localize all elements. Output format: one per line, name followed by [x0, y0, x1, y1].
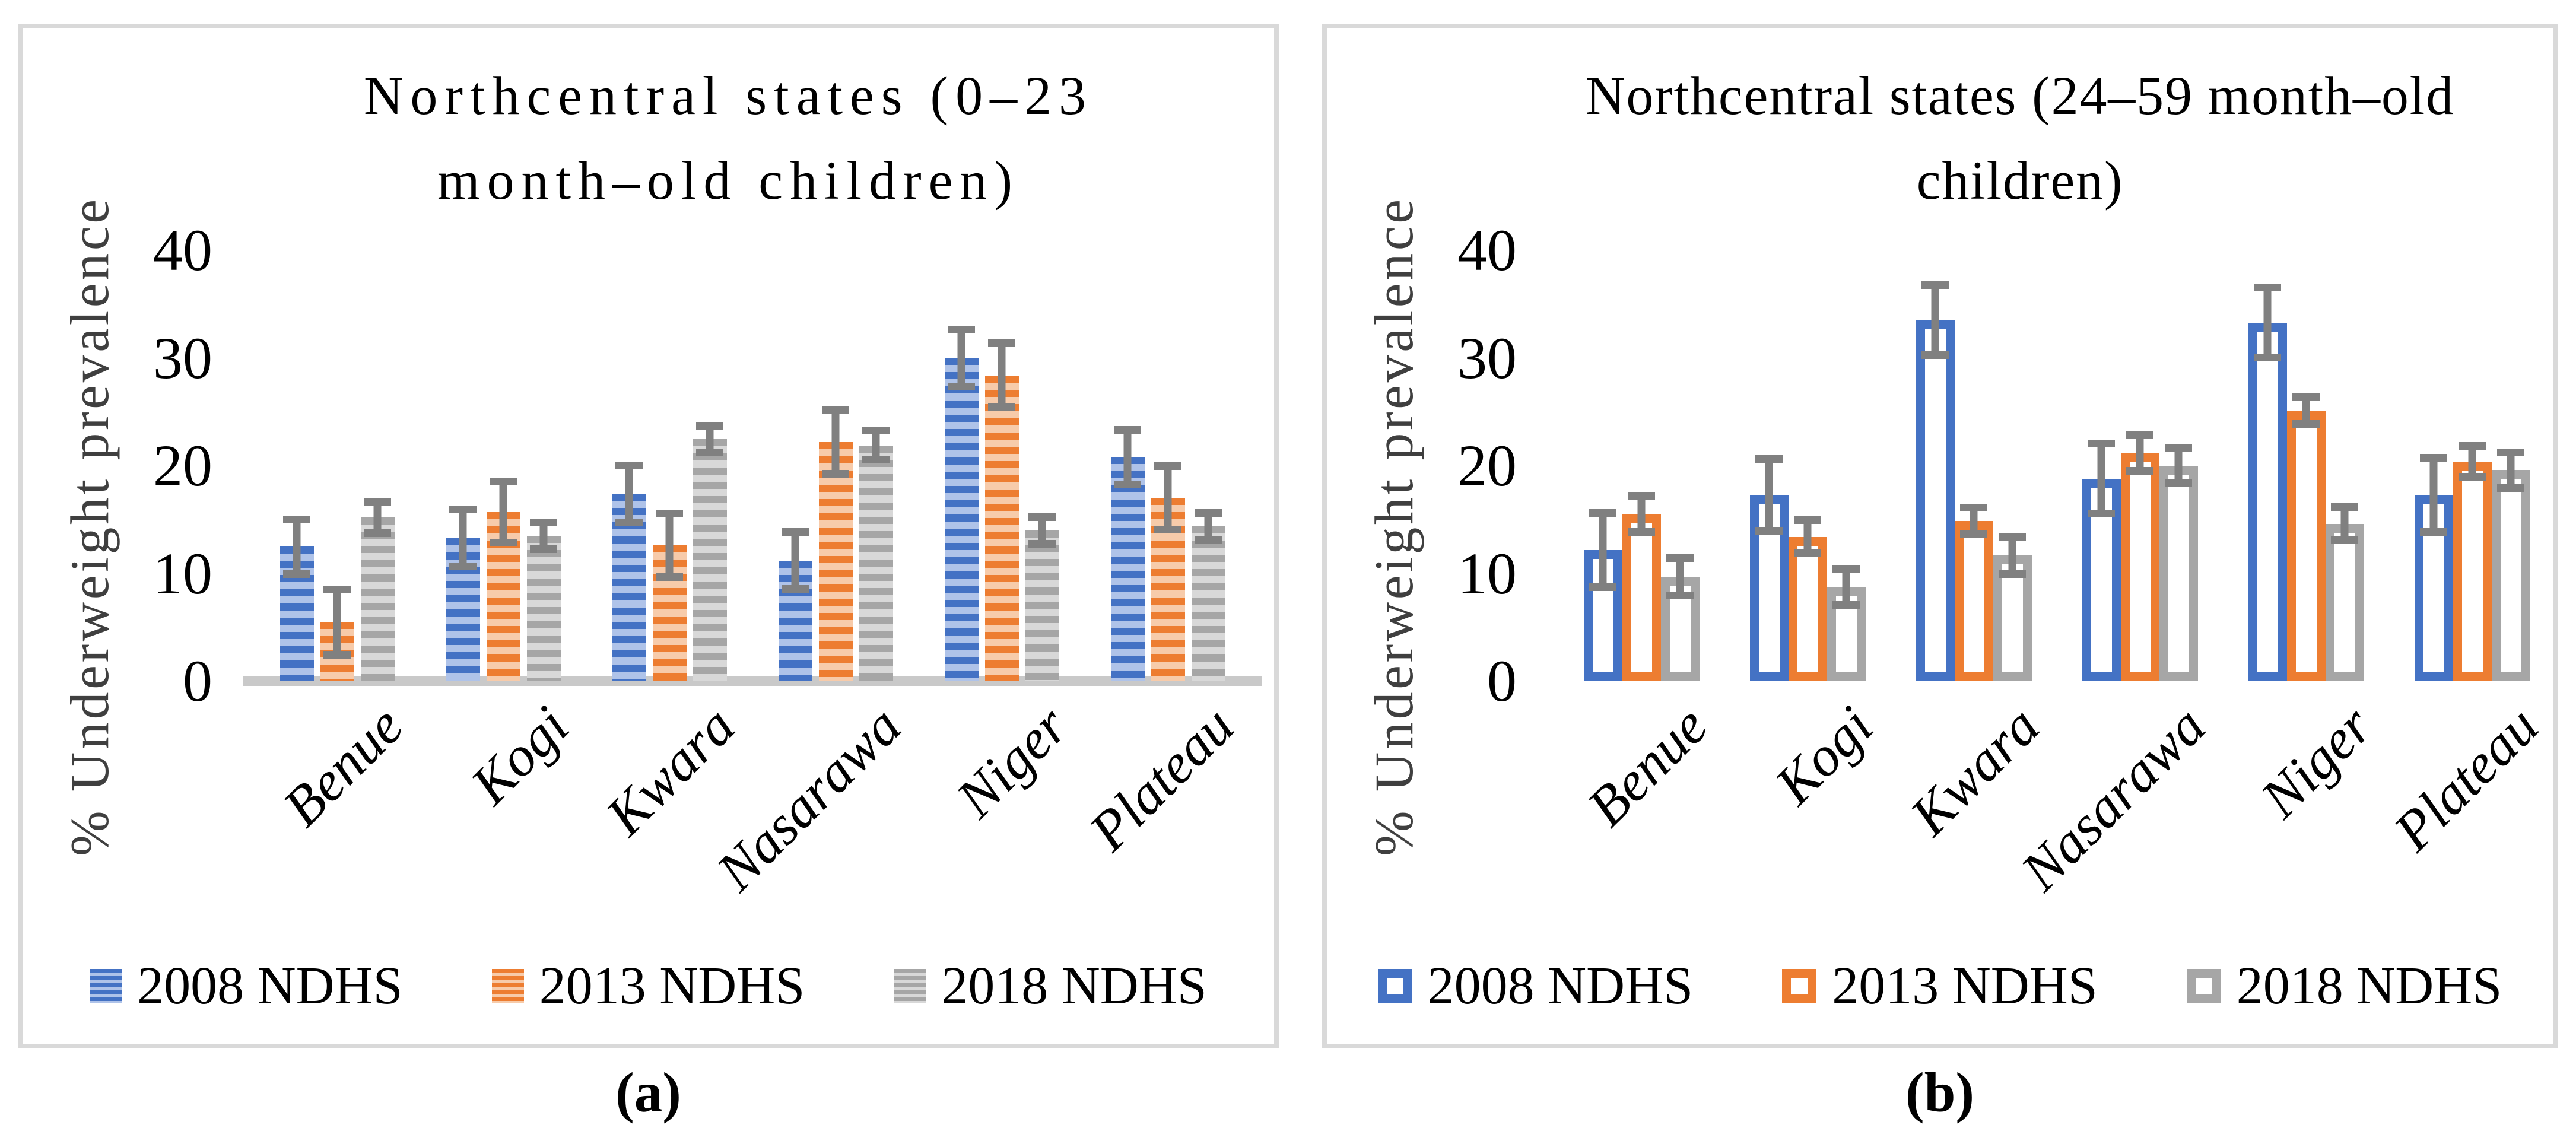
error-bar	[323, 586, 351, 659]
error-bar	[696, 422, 723, 456]
chart-panel-b	[1322, 24, 2558, 1048]
error-bar-cap-bottom	[1195, 536, 1222, 544]
legend-item	[2187, 959, 2502, 1013]
error-bar	[2331, 503, 2358, 544]
chart-b-y-axis-label: % Underweight prevalence	[1364, 196, 1424, 856]
error-bar-cap-top	[1114, 426, 1141, 434]
bar	[361, 517, 395, 681]
error-bar-cap-top	[364, 498, 391, 506]
bar-group	[1111, 250, 1225, 681]
bar	[2121, 453, 2159, 681]
bar	[819, 442, 853, 681]
chart-panel-a	[18, 24, 1279, 1048]
error-bar	[615, 462, 643, 526]
error-bar-cap-top	[323, 586, 351, 593]
caption-b: (b)	[1905, 1061, 1975, 1124]
bar	[2287, 411, 2326, 681]
error-bar-cap-top	[2459, 442, 2486, 450]
error-bar-cap-bottom	[1589, 583, 1616, 591]
error-bar-cap-top	[1794, 516, 1821, 524]
caption-a: (a)	[615, 1061, 681, 1124]
bar	[1955, 521, 1993, 681]
error-bar-cap-top	[1755, 455, 1783, 463]
error-bar-stem	[666, 510, 674, 581]
error-bar-cap-top	[2165, 444, 2192, 452]
error-bar	[2254, 284, 2281, 361]
y-tick-label: 20	[153, 433, 212, 498]
error-bar-cap-top	[449, 506, 477, 513]
error-bar-cap-bottom	[2088, 510, 2115, 517]
y-tick-label: 10	[153, 540, 212, 606]
bar	[1192, 526, 1225, 681]
bars-row	[254, 250, 1251, 681]
error-bar	[490, 478, 517, 546]
error-bar-cap-bottom	[1832, 601, 1860, 609]
error-bar-cap-top	[1666, 554, 1694, 562]
legend-item	[894, 959, 1207, 1013]
error-bar-stem	[333, 586, 341, 659]
error-bar	[1114, 426, 1141, 488]
error-bar	[822, 406, 849, 478]
bar-group	[612, 250, 727, 681]
legend-item	[492, 959, 805, 1013]
error-bar	[2459, 442, 2486, 481]
error-bar-stem	[958, 326, 965, 390]
y-tick-label: 0	[1487, 648, 1517, 714]
error-bar-stem	[832, 406, 840, 478]
bar	[2248, 323, 2287, 681]
error-bar-cap-top	[656, 510, 683, 517]
y-tick-label: 40	[153, 217, 212, 283]
category-label: Benue	[1574, 694, 1719, 838]
legend-label: 2013 NDHS	[539, 957, 805, 1015]
error-bar	[862, 427, 890, 463]
error-bar-cap-bottom	[656, 573, 683, 581]
y-tick-label: 30	[153, 325, 212, 391]
error-bar-cap-bottom	[364, 529, 391, 537]
error-bar-cap-bottom	[283, 570, 310, 578]
error-bar-cap-bottom	[1921, 351, 1949, 359]
category-label: Plateau	[2381, 694, 2550, 863]
error-bar	[782, 528, 809, 593]
error-bar-cap-top	[615, 462, 643, 469]
y-tick-label: 30	[1457, 325, 1517, 391]
legend-label: 2008 NDHS	[137, 957, 403, 1015]
error-bar	[2420, 454, 2447, 536]
error-bar	[2497, 449, 2524, 492]
error-bar	[2126, 431, 2153, 475]
error-bar	[1589, 509, 1616, 591]
category-label: Kogi	[1763, 694, 1885, 816]
category-label: Kwara	[1898, 694, 2051, 847]
error-bar-cap-top	[2254, 284, 2281, 291]
error-bar-cap-bottom	[2420, 528, 2447, 536]
error-bar-cap-bottom	[449, 563, 477, 570]
category-label: Niger	[944, 694, 1079, 830]
error-bar-stem	[1932, 281, 1939, 359]
error-bar	[1999, 533, 2026, 578]
error-bar-cap-top	[1628, 492, 1655, 500]
error-bar	[948, 326, 975, 390]
error-bar-cap-top	[1832, 565, 1860, 573]
legend-label: 2013 NDHS	[1832, 957, 2098, 1015]
error-bar	[364, 498, 391, 537]
y-tick-label: 20	[1457, 433, 1517, 498]
error-bar-cap-top	[782, 528, 809, 536]
error-bar-cap-top	[2292, 393, 2320, 401]
error-bar-stem	[998, 339, 1006, 411]
error-bar-cap-bottom	[1628, 528, 1655, 536]
error-bar	[2292, 393, 2320, 428]
legend-swatch-icon	[492, 969, 524, 1003]
error-bar-cap-top	[822, 406, 849, 414]
chart-a-title	[201, 53, 1256, 223]
legend-label: 2018 NDHS	[2236, 957, 2502, 1015]
legend-item	[1378, 959, 1694, 1013]
error-bar-cap-top	[696, 422, 723, 430]
error-bar-cap-bottom	[490, 539, 517, 546]
error-bar	[988, 339, 1015, 411]
chart-b-title-line-1: Northcentral states (24–59 month–old	[1586, 65, 2454, 126]
error-bar-cap-bottom	[948, 383, 975, 390]
error-bar-cap-top	[2331, 503, 2358, 511]
error-bar-cap-bottom	[1999, 570, 2026, 578]
error-bar-cap-bottom	[1755, 527, 1783, 535]
error-bar-stem	[1765, 455, 1773, 535]
error-bar-cap-top	[1999, 533, 2026, 541]
bar	[859, 446, 893, 681]
bar	[527, 536, 561, 681]
bar	[2492, 470, 2530, 681]
bar	[1789, 537, 1827, 681]
error-bar	[283, 516, 310, 578]
bar	[2326, 524, 2364, 681]
error-bar-cap-top	[490, 478, 517, 485]
category-label: Plateau	[1076, 694, 1246, 863]
bar-group	[945, 250, 1059, 681]
error-bar-cap-bottom	[2165, 479, 2192, 487]
chart-a-legend	[23, 959, 1274, 1013]
error-bar	[1154, 462, 1181, 533]
error-bar-cap-bottom	[988, 403, 1015, 411]
error-bar-cap-top	[1195, 509, 1222, 517]
bar	[1622, 514, 1661, 681]
legend-swatch-icon	[1378, 969, 1412, 1003]
bar	[985, 376, 1019, 681]
chart-b-title-line-2: children)	[1916, 150, 2124, 211]
bar-group	[1584, 250, 1700, 681]
error-bar-cap-bottom	[2459, 473, 2486, 481]
error-bar-cap-bottom	[1154, 526, 1181, 533]
error-bar-cap-bottom	[822, 470, 849, 478]
error-bar-cap-bottom	[696, 449, 723, 456]
y-tick-label: 0	[183, 648, 212, 714]
error-bar-stem	[500, 478, 507, 546]
bar-group	[2248, 250, 2364, 681]
y-tick-label: 10	[1457, 540, 1517, 606]
legend-swatch-icon	[90, 969, 122, 1003]
error-bar-cap-top	[948, 326, 975, 333]
error-bar-cap-bottom	[2126, 467, 2153, 475]
error-bar-cap-top	[2497, 449, 2524, 456]
error-bar-stem	[459, 506, 467, 570]
error-bar-cap-bottom	[862, 456, 890, 463]
error-bar	[1628, 492, 1655, 536]
chart-b-legend	[1327, 959, 2553, 1013]
error-bar-cap-bottom	[1028, 540, 1056, 548]
error-bar-cap-top	[1960, 504, 1987, 511]
category-label: Kwara	[593, 694, 747, 847]
error-bar	[1832, 565, 1860, 609]
y-tick-label: 40	[1457, 217, 1517, 283]
error-bar-stem	[2430, 454, 2438, 536]
bar-group	[280, 250, 395, 681]
error-bar-stem	[2264, 284, 2272, 361]
error-bar	[1028, 513, 1056, 548]
chart-b-plot-area	[1457, 217, 2555, 903]
error-bar	[1960, 504, 1987, 538]
legend-item	[90, 959, 403, 1013]
chart-a-title-line-2: month–old children)	[437, 150, 1019, 211]
bar	[1025, 530, 1059, 681]
error-bar-cap-top	[1589, 509, 1616, 517]
error-bar	[2165, 444, 2192, 487]
bar	[2159, 466, 2198, 681]
error-bar-stem	[1164, 462, 1172, 533]
error-bar	[1755, 455, 1783, 535]
error-bar-cap-bottom	[2292, 420, 2320, 428]
bars-row	[1558, 250, 2555, 681]
legend-swatch-icon	[2187, 969, 2221, 1003]
error-bar-cap-top	[2420, 454, 2447, 462]
bar-group	[779, 250, 893, 681]
error-bar	[1794, 516, 1821, 557]
error-bar	[449, 506, 477, 570]
chart-a-plot-area	[153, 217, 1251, 903]
error-bar-cap-bottom	[615, 519, 643, 526]
bar	[693, 439, 727, 681]
legend-label: 2008 NDHS	[1427, 957, 1694, 1015]
error-bar-cap-bottom	[2331, 536, 2358, 544]
error-bar-cap-bottom	[2497, 484, 2524, 492]
bar-group	[446, 250, 561, 681]
legend-swatch-icon	[894, 969, 926, 1003]
chart-b-title	[1505, 53, 2535, 223]
error-bar-stem	[792, 528, 799, 593]
error-bar-cap-top	[283, 516, 310, 523]
legend-swatch-icon	[1782, 969, 1816, 1003]
chart-a-y-axis-label: % Underweight prevalence	[59, 196, 120, 856]
bar	[1916, 320, 1955, 681]
bar	[2453, 462, 2492, 681]
error-bar	[1921, 281, 1949, 359]
error-bar-stem	[2098, 440, 2105, 517]
error-bar-cap-bottom	[1666, 592, 1694, 599]
legend-label: 2018 NDHS	[941, 957, 1207, 1015]
error-bar-cap-bottom	[530, 545, 557, 553]
error-bar-cap-bottom	[1960, 530, 1987, 538]
category-label: Benue	[270, 694, 415, 838]
bar-group	[2415, 250, 2530, 681]
error-bar-cap-bottom	[1114, 481, 1141, 488]
error-bar	[2088, 440, 2115, 517]
error-bar-cap-bottom	[782, 585, 809, 593]
error-bar	[656, 510, 683, 581]
error-bar-stem	[625, 462, 633, 526]
category-label: Nasarawa	[704, 694, 913, 903]
error-bar-cap-top	[1154, 462, 1181, 470]
chart-a-title-line-1: Northcentral states (0–23	[364, 65, 1093, 126]
category-label: Nasarawa	[2009, 694, 2218, 903]
error-bar-cap-top	[1028, 513, 1056, 521]
category-label: Kogi	[459, 694, 581, 816]
error-bar-cap-top	[988, 339, 1015, 347]
error-bar-cap-top	[1921, 281, 1949, 289]
error-bar-cap-top	[862, 427, 890, 434]
error-bar-cap-bottom	[1794, 549, 1821, 557]
error-bar-cap-top	[2126, 431, 2153, 439]
error-bar-cap-top	[530, 519, 557, 526]
error-bar-cap-top	[2088, 440, 2115, 447]
error-bar-stem	[1124, 426, 1132, 488]
error-bar-cap-bottom	[2254, 354, 2281, 361]
error-bar-cap-bottom	[323, 651, 351, 659]
bar	[1111, 457, 1145, 681]
bar	[945, 358, 979, 681]
bar-group	[1916, 250, 2032, 681]
legend-item	[1782, 959, 2098, 1013]
error-bar-stem	[293, 516, 301, 578]
error-bar	[1195, 509, 1222, 544]
bar-group	[2082, 250, 2198, 681]
error-bar-stem	[1599, 509, 1607, 591]
bar-group	[1750, 250, 1866, 681]
category-label: Niger	[2248, 694, 2384, 830]
error-bar	[530, 519, 557, 553]
error-bar	[1666, 554, 1694, 599]
